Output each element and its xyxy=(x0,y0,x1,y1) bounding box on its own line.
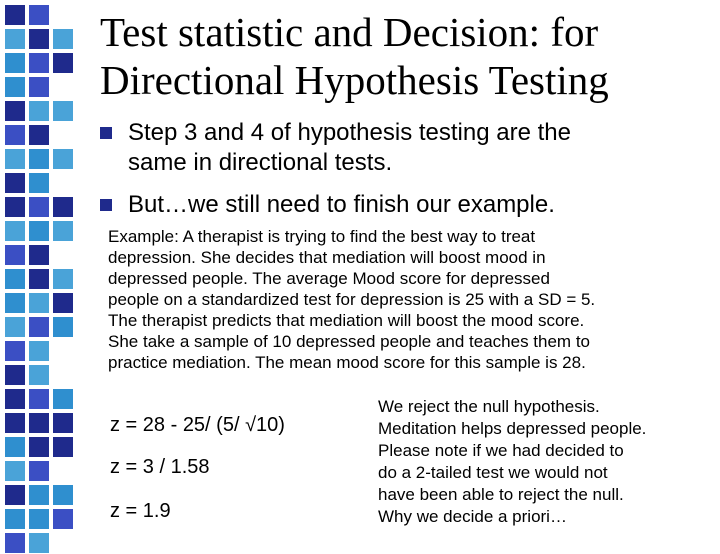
decorative-square xyxy=(4,220,26,242)
decorative-square xyxy=(4,508,26,530)
decorative-square xyxy=(4,460,26,482)
example-line: depression. She decides that mediation will boost mood in xyxy=(108,248,546,267)
bullet-1-line-1: Step 3 and 4 of hypothesis testing are the xyxy=(128,119,571,146)
decorative-square xyxy=(28,412,50,434)
conclusion-line: do a 2-tailed test we would not xyxy=(378,463,608,482)
title-line-1: Test statistic and Decision: for xyxy=(100,9,599,55)
decorative-square xyxy=(4,364,26,386)
decorative-square xyxy=(4,52,26,74)
decorative-square xyxy=(52,148,74,170)
decorative-square xyxy=(4,484,26,506)
conclusion-line: Please note if we had decided to xyxy=(378,441,624,460)
decorative-square xyxy=(28,340,50,362)
decorative-square xyxy=(4,172,26,194)
decorative-square xyxy=(4,100,26,122)
decorative-square xyxy=(52,316,74,338)
decorative-square xyxy=(4,436,26,458)
conclusion-line: have been able to reject the null. xyxy=(378,485,624,504)
decorative-square xyxy=(28,364,50,386)
decorative-square xyxy=(28,28,50,50)
decorative-square xyxy=(52,436,74,458)
example-paragraph xyxy=(108,226,708,373)
decorative-square xyxy=(28,196,50,218)
square-bullet-icon xyxy=(100,127,112,139)
equation-step-2: z = 3 / 1.58 xyxy=(110,456,210,478)
decorative-square xyxy=(4,244,26,266)
conclusion-line: We reject the null hypothesis. xyxy=(378,397,600,416)
decorative-square xyxy=(28,148,50,170)
example-line: Example: A therapist is trying to find the best way to treat xyxy=(108,227,536,246)
bullet-2-text: But…we still need to finish our example. xyxy=(128,191,555,218)
example-line: The therapist predicts that mediation will boost the mood score. xyxy=(108,311,585,330)
decorative-square xyxy=(52,508,74,530)
decorative-square xyxy=(28,100,50,122)
decorative-square xyxy=(52,28,74,50)
decorative-square xyxy=(4,196,26,218)
decorative-square xyxy=(4,148,26,170)
title-line-2: Directional Hypothesis Testing xyxy=(100,57,609,103)
decorative-square xyxy=(28,484,50,506)
decorative-square xyxy=(28,52,50,74)
decorative-square xyxy=(52,196,74,218)
decorative-square xyxy=(4,292,26,314)
decorative-square xyxy=(4,124,26,146)
square-bullet-icon xyxy=(100,199,112,211)
decorative-square xyxy=(4,532,26,554)
decorative-square xyxy=(52,484,74,506)
decorative-square xyxy=(4,268,26,290)
equation-result: z = 1.9 xyxy=(110,500,171,522)
decorative-square-strip xyxy=(0,0,78,540)
decorative-square xyxy=(28,220,50,242)
decorative-square xyxy=(52,292,74,314)
decorative-square xyxy=(4,340,26,362)
decorative-square xyxy=(4,388,26,410)
decorative-square xyxy=(28,4,50,26)
decorative-square xyxy=(4,316,26,338)
decorative-square xyxy=(28,460,50,482)
decorative-square xyxy=(28,172,50,194)
conclusion-line: Why we decide a priori… xyxy=(378,507,567,526)
decorative-square xyxy=(28,316,50,338)
example-line: practice mediation. The mean mood score for this sample is 28. xyxy=(108,353,586,372)
decorative-square xyxy=(52,268,74,290)
decorative-square xyxy=(52,412,74,434)
equation-step-1: z = 28 - 25/ (5/ √10) xyxy=(110,414,285,436)
decorative-square xyxy=(52,220,74,242)
decorative-square xyxy=(4,412,26,434)
decorative-square xyxy=(52,100,74,122)
decorative-square xyxy=(52,52,74,74)
example-line: She take a sample of 10 depressed people and teaches them to xyxy=(108,332,590,351)
slide-title xyxy=(100,8,710,104)
example-line: people on a standardized test for depression is 25 with a SD = 5. xyxy=(108,290,596,309)
decorative-square xyxy=(4,76,26,98)
decorative-square xyxy=(4,28,26,50)
decorative-square xyxy=(28,388,50,410)
decorative-square xyxy=(4,4,26,26)
decorative-square xyxy=(28,292,50,314)
conclusion-text xyxy=(378,396,646,528)
decorative-square xyxy=(52,388,74,410)
decorative-square xyxy=(28,124,50,146)
bullet-1-line-2: same in directional tests. xyxy=(128,149,393,176)
decorative-square xyxy=(28,436,50,458)
example-line: depressed people. The average Mood score for depressed xyxy=(108,269,550,288)
decorative-square xyxy=(28,244,50,266)
decorative-square xyxy=(28,76,50,98)
conclusion-line: Meditation helps depressed people. xyxy=(378,419,647,438)
decorative-square xyxy=(28,532,50,554)
decorative-square xyxy=(28,508,50,530)
decorative-square xyxy=(28,268,50,290)
